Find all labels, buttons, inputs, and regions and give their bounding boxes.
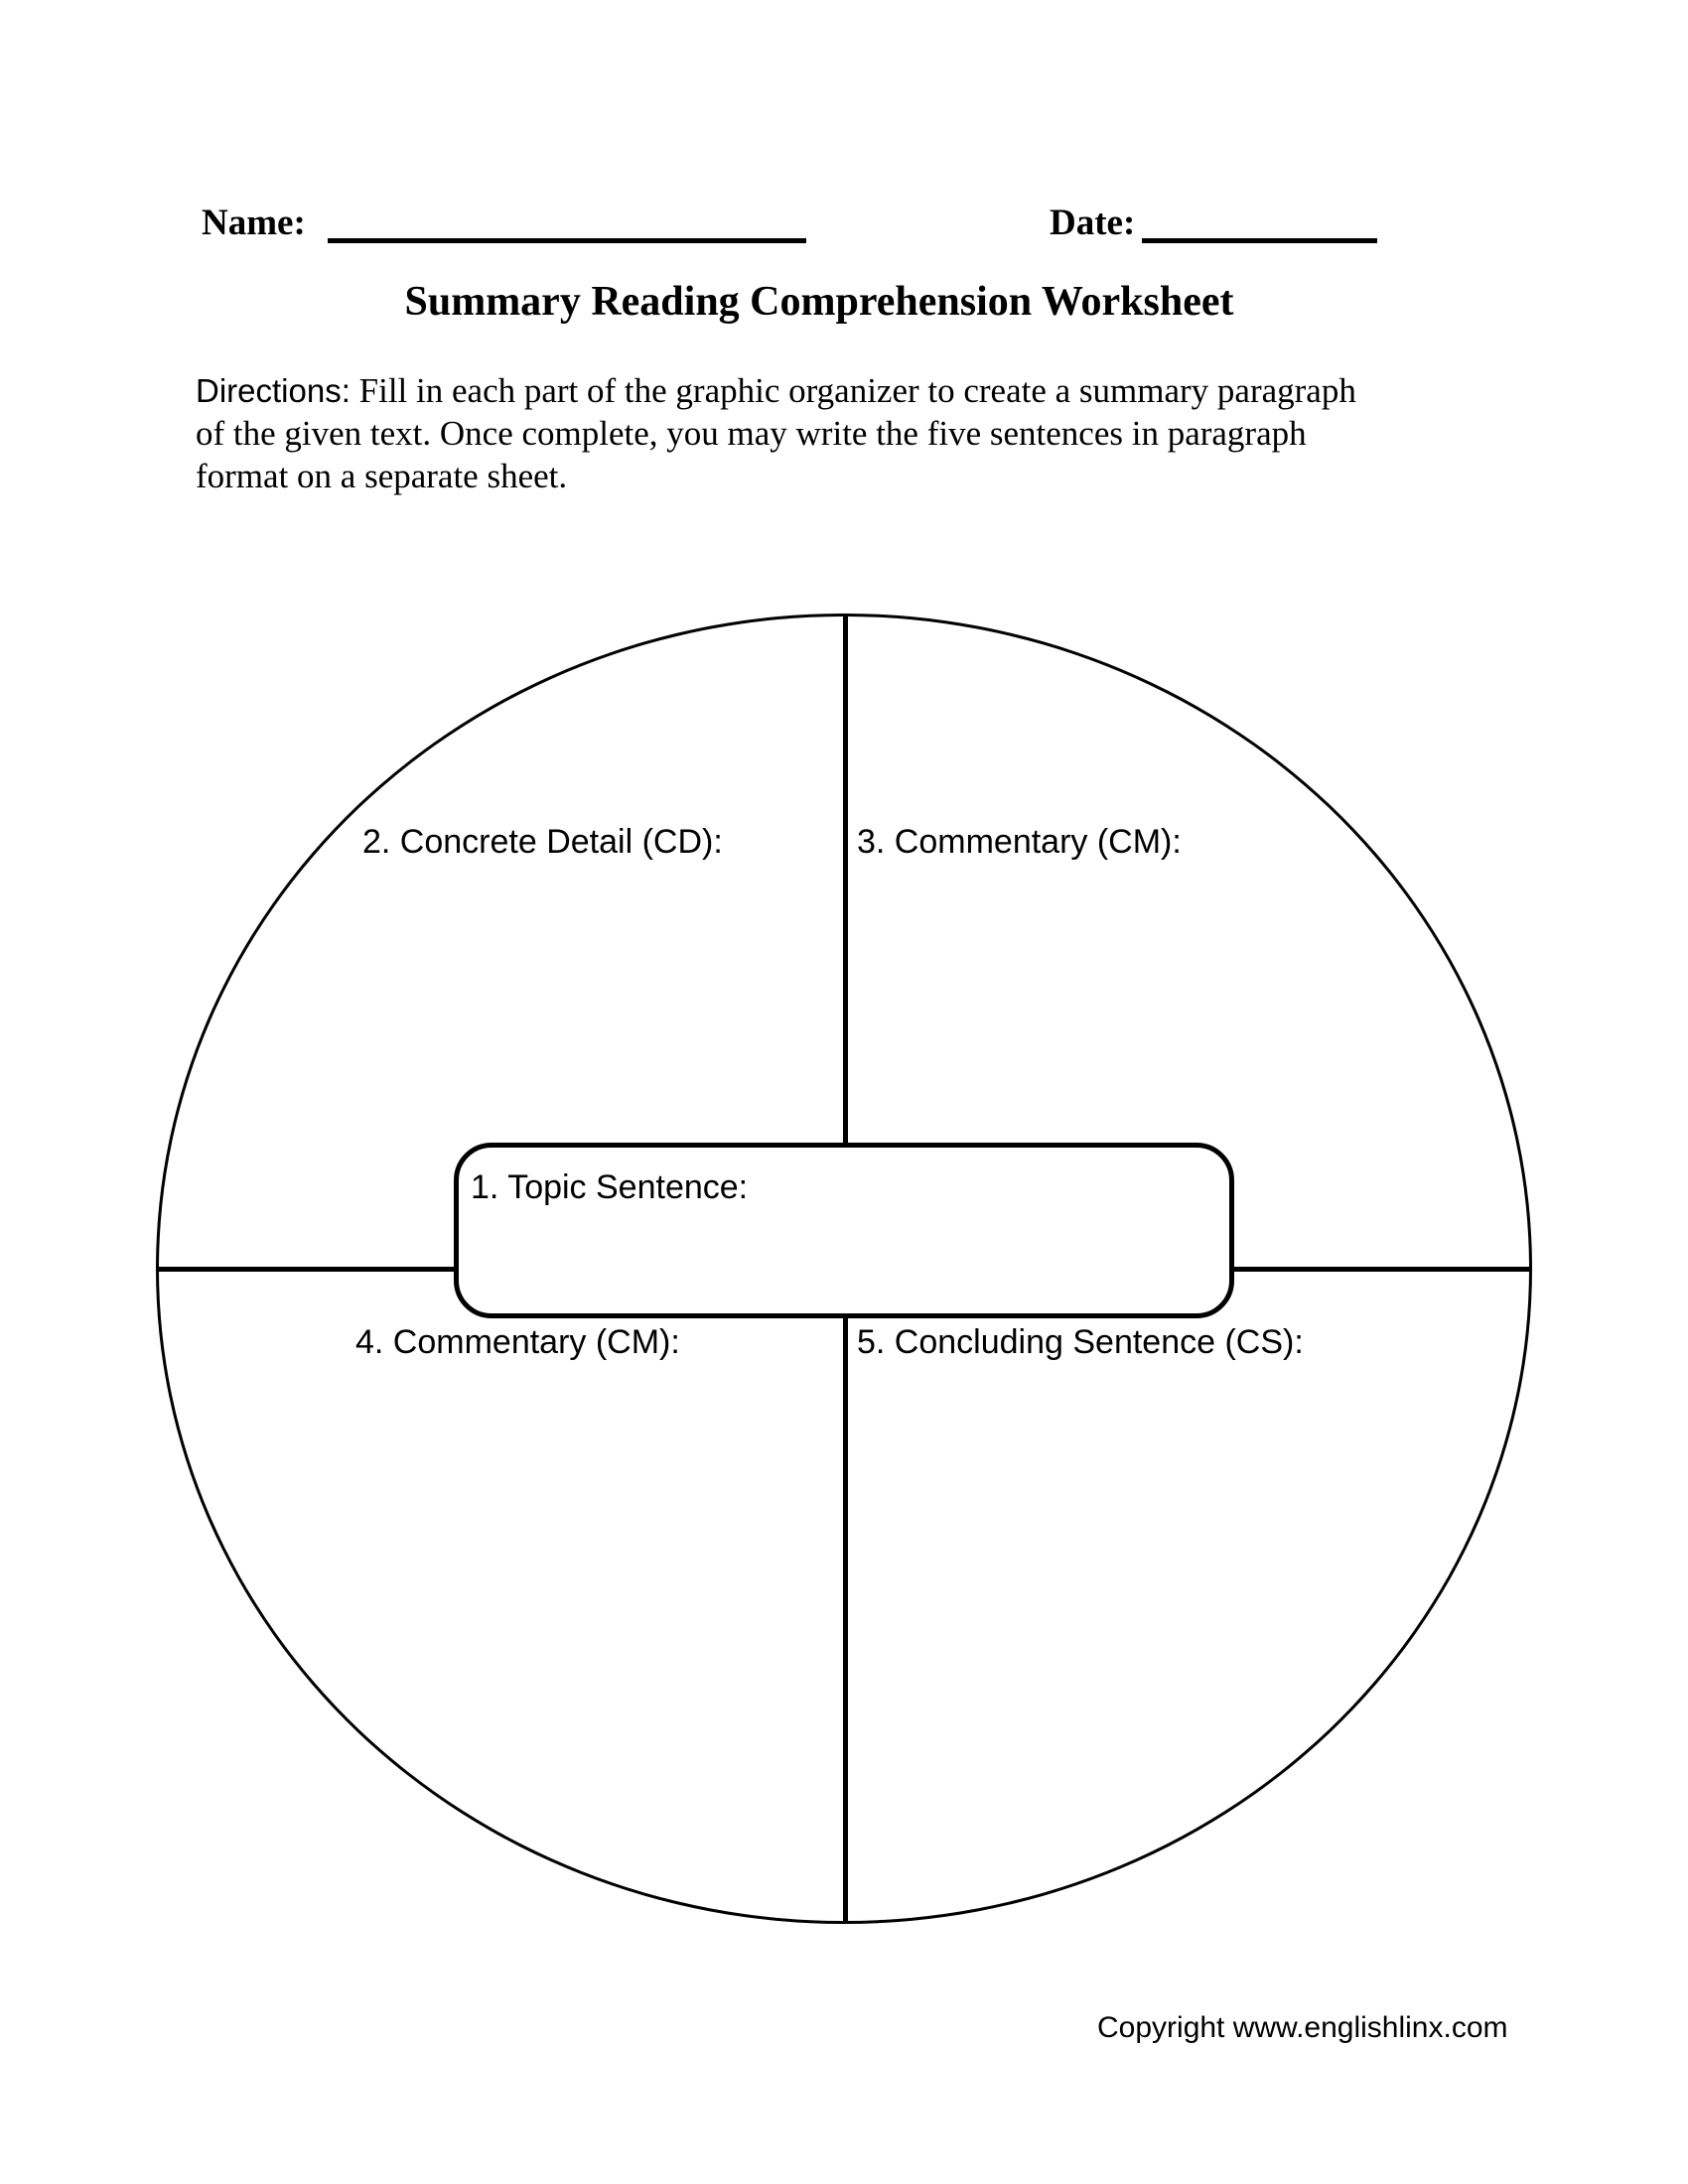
copyright-text: Copyright www.englishlinx.com [1097,2011,1508,2044]
quadrant-label-concrete-detail: 2. Concrete Detail (CD): [362,823,723,861]
topic-sentence-label: 1. Topic Sentence: [471,1168,749,1206]
directions-paragraph [196,369,1546,497]
quadrant-label-commentary-top: 3. Commentary (CM): [857,823,1182,861]
title-row [149,281,1489,323]
page-title: Summary Reading Comprehension Worksheet [404,279,1234,325]
directions-line-3: format on a separate sheet. [196,457,568,495]
name-fill-line [328,238,806,243]
directions-line-1 [196,369,1546,412]
directions-line-1-text: Fill in each part of the graphic organizer to create a summary paragraph [350,371,1356,410]
date-fill-line [1142,238,1377,243]
quadrant-label-concluding-sentence: 5. Concluding Sentence (CS): [857,1323,1304,1361]
quadrant-label-commentary-bottom: 4. Commentary (CM): [355,1323,680,1361]
date-label: Date: [1050,203,1136,243]
directions-line-2: of the given text. Once complete, you may write the five sentences in paragraph [196,414,1307,453]
name-label: Name: [202,203,306,243]
directions-prefix: Directions: [196,372,351,409]
topic-sentence-box [454,1143,1234,1318]
